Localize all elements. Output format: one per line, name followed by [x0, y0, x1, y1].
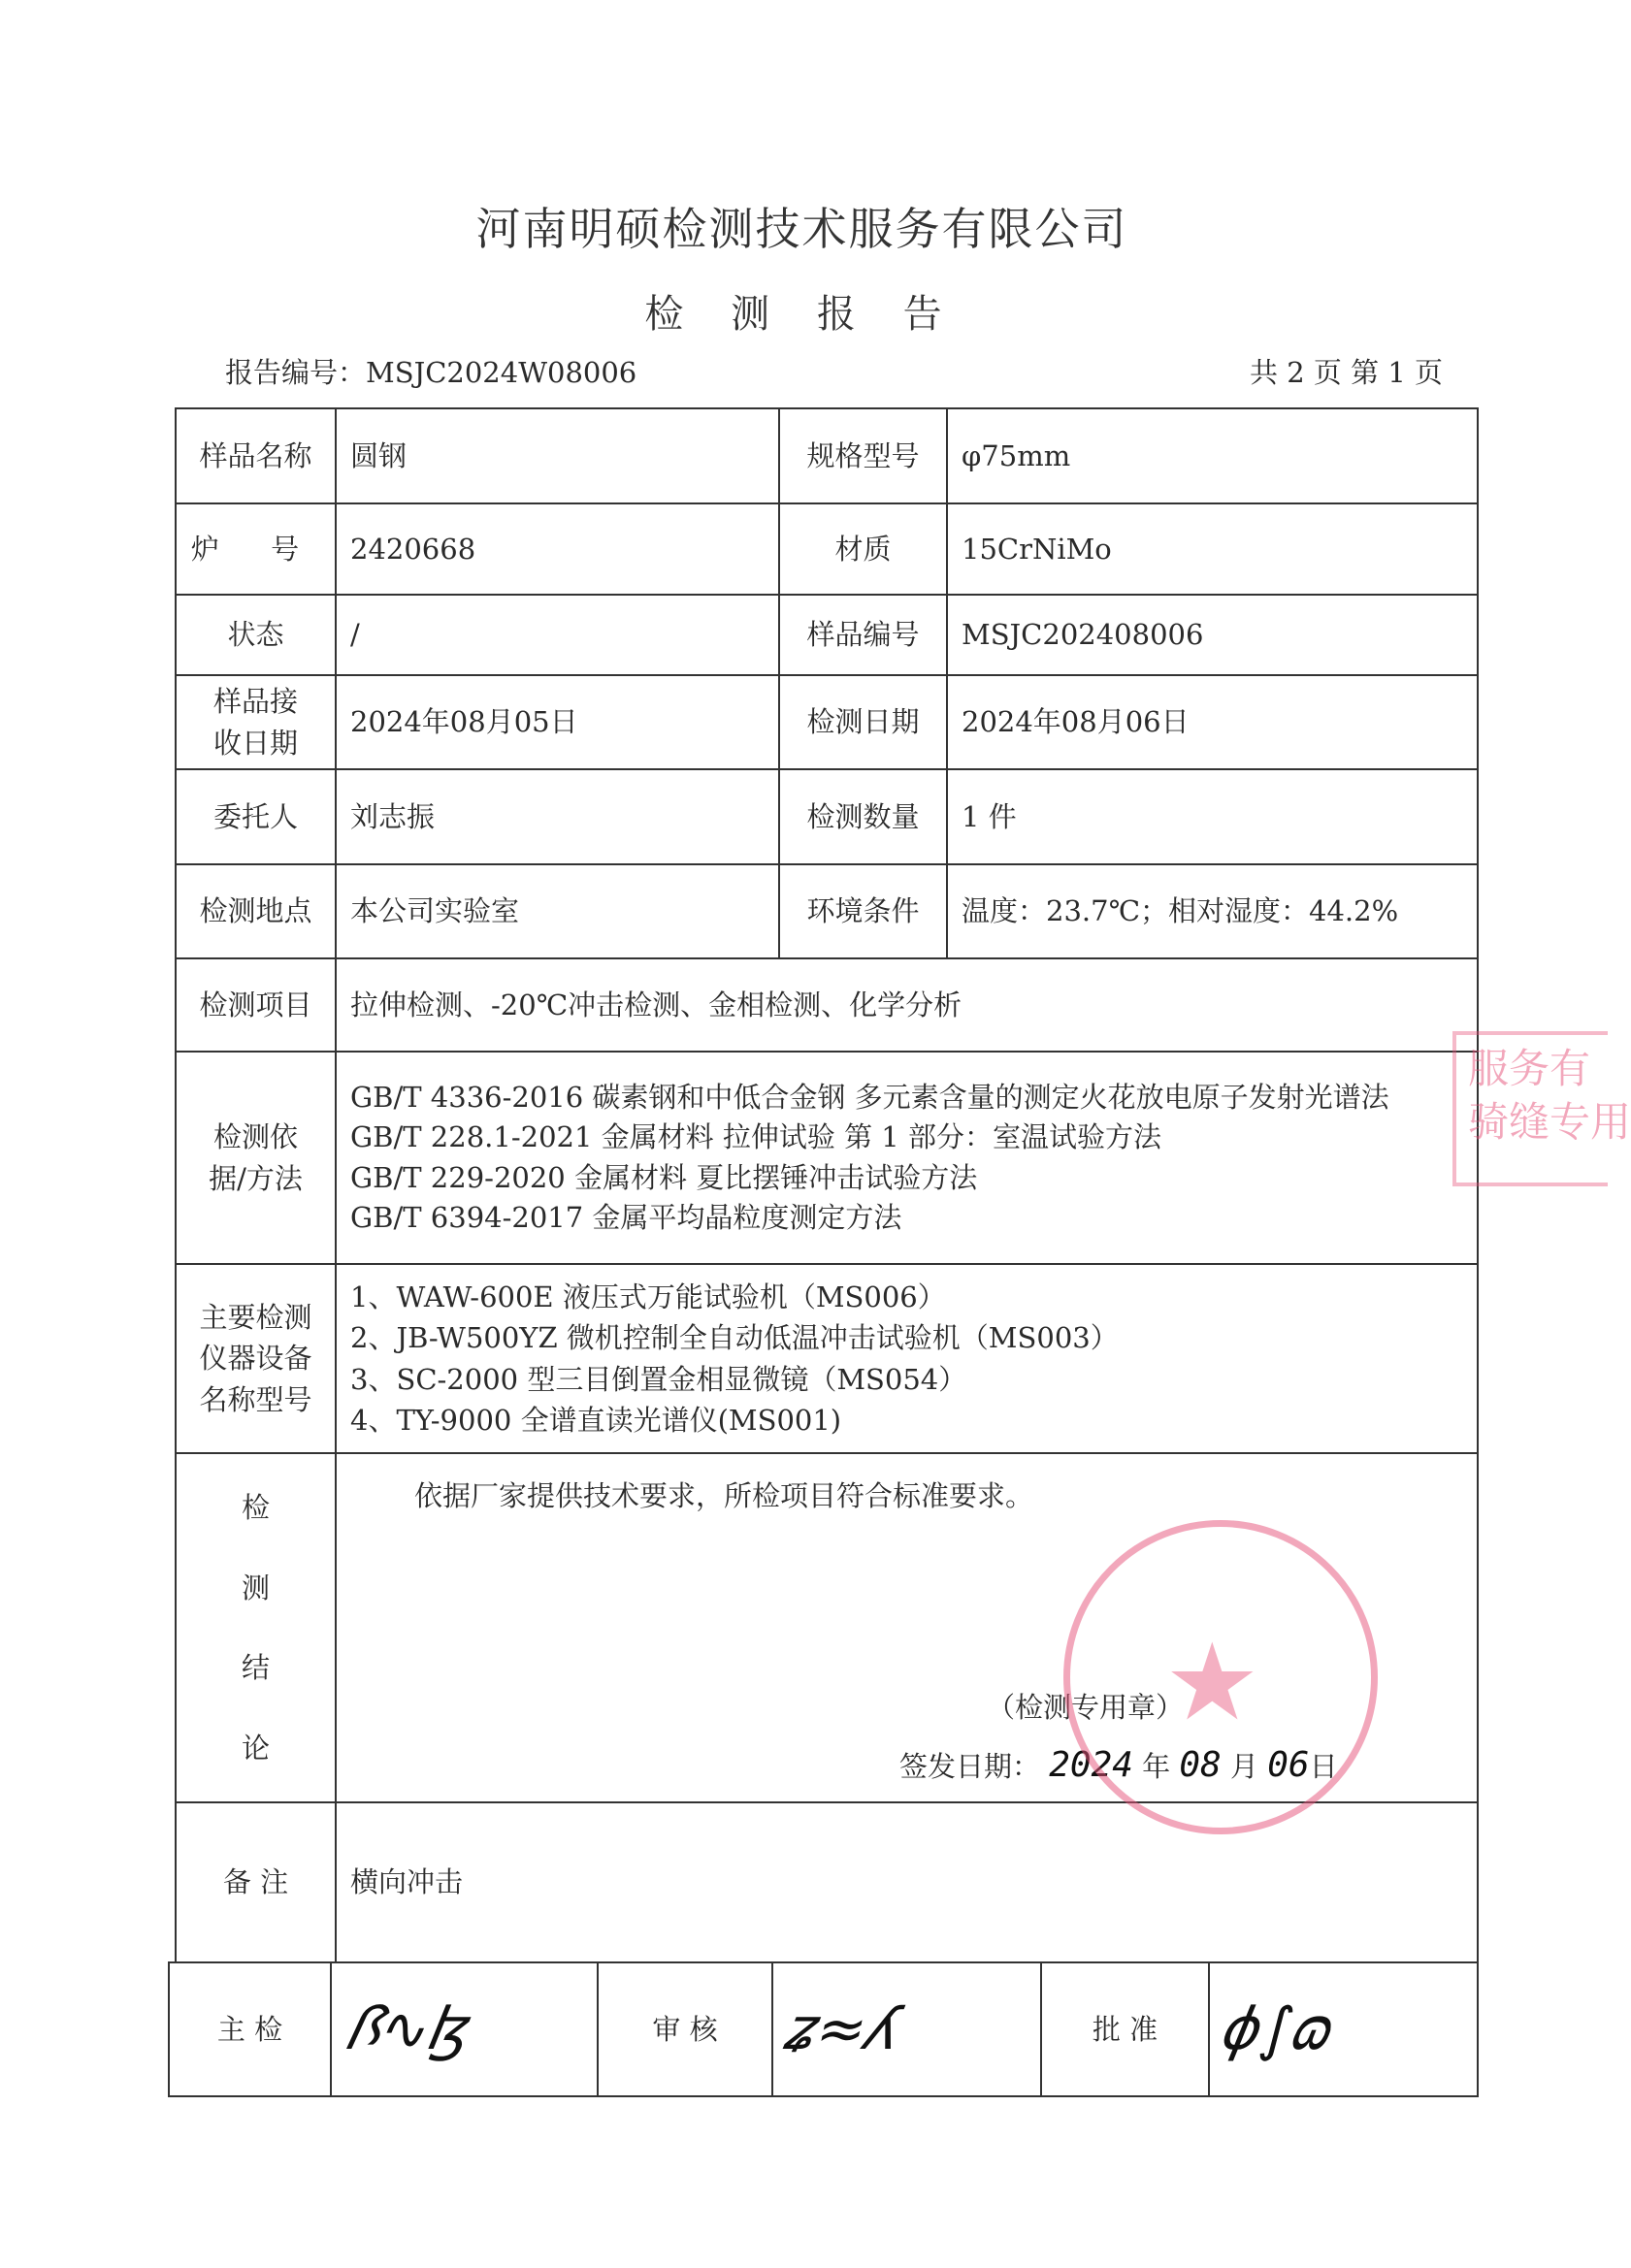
issue-date [899, 1740, 1338, 1791]
day-unit: 日 [1309, 1750, 1338, 1783]
equipment-item: 1、WAW-600E 液压式万能试验机（MS006） [350, 1280, 946, 1314]
receive-date-value: 2024年08月05日 [336, 675, 779, 769]
approver-label: 批 准 [1041, 1962, 1209, 2096]
report-number-value: MSJC2024W08006 [366, 356, 637, 389]
issue-month: 08 [1179, 1745, 1222, 1785]
remarks-value: 横向冲击 [336, 1802, 1478, 1962]
reviewer-signature [772, 1962, 1041, 2096]
receive-date-label: 样品接收日期 [176, 675, 336, 769]
table-row [176, 595, 1478, 675]
basis-label: 检测依据/方法 [176, 1052, 336, 1264]
basis-list [336, 1052, 1478, 1264]
spec-value: φ75mm [947, 408, 1478, 503]
client-label: 委托人 [176, 769, 336, 864]
page-indicator: 共 2 页 第 1 页 [1250, 356, 1443, 389]
material-value: 15CrNiMo [947, 503, 1478, 595]
star-icon: ★ [1164, 1620, 1260, 1744]
quantity-value: 1 件 [947, 769, 1478, 864]
issue-day: 06 [1267, 1745, 1310, 1785]
equipment-item: 3、SC-2000 型三目倒置金相显微镜（MS054） [350, 1362, 967, 1396]
equipment-item: 2、JB-W500YZ 微机控制全自动低温冲击试验机（MS003） [350, 1321, 1119, 1355]
signature-scribble: ɸ∫ɷ [1216, 1994, 1343, 2063]
table-row [176, 675, 1478, 769]
heat-no-label: 炉 号 [176, 503, 336, 595]
test-date-value: 2024年08月06日 [947, 675, 1478, 769]
state-label: 状态 [176, 595, 336, 675]
location-label: 检测地点 [176, 864, 336, 958]
report-table [175, 407, 1479, 1963]
conclusion-label [176, 1453, 336, 1802]
table-row [176, 769, 1478, 864]
client-value: 刘志振 [336, 769, 779, 864]
equipment-item: 4、TY-9000 全谱直读光谱仪(MS001) [350, 1403, 842, 1437]
report-number-label: 报告编号： [225, 356, 367, 389]
spec-label: 规格型号 [779, 408, 947, 503]
issue-year: 2024 [1049, 1745, 1133, 1785]
conclusion-label-char: 结 [241, 1651, 270, 1685]
items-value: 拉伸检测、-20℃冲击检测、金相检测、化学分析 [336, 958, 1478, 1052]
environment-value: 温度：23.7℃；相对湿度：44.2% [947, 864, 1478, 958]
signature-row [169, 1962, 1478, 2096]
sample-no-value: MSJC202408006 [947, 595, 1478, 675]
table-row [176, 958, 1478, 1052]
reviewer-label: 审 核 [598, 1962, 772, 2096]
state-value: / [336, 595, 779, 675]
table-row [176, 503, 1478, 595]
equipment-label: 主要检测仪器设备名称型号 [176, 1264, 336, 1453]
basis-item: GB/T 6394-2017 金属平均晶粒度测定方法 [350, 1200, 902, 1234]
quantity-label: 检测数量 [779, 769, 947, 864]
company-name: 河南明硕检测技术服务有限公司 [475, 203, 1128, 255]
basis-item: GB/T 229-2020 金属材料 夏比摆锤冲击试验方法 [350, 1160, 978, 1194]
table-row [176, 408, 1478, 503]
report-title: 检 测 报 告 [644, 292, 960, 337]
inspector-label: 主 检 [169, 1962, 331, 2096]
conclusion-label-char: 检 [241, 1491, 270, 1525]
basis-item: GB/T 4336-2016 碳素钢和中低合金钢 多元素含量的测定火花放电原子发射光谱法 [350, 1081, 1389, 1115]
table-row [176, 1802, 1478, 1962]
environment-label: 环境条件 [779, 864, 947, 958]
items-label: 检测项目 [176, 958, 336, 1052]
sample-no-label: 样品编号 [779, 595, 947, 675]
report-number [225, 351, 636, 391]
conclusion-label-char: 论 [241, 1731, 270, 1765]
signature-scribble: ʑ≈ʎ [779, 1994, 908, 2063]
year-unit: 年 [1142, 1750, 1171, 1783]
basis-item: GB/T 228.1-2021 金属材料 拉伸试验 第 1 部分：室温试验方法 [350, 1120, 1161, 1154]
inspector-signature [331, 1962, 598, 2096]
approver-signature [1209, 1962, 1478, 2096]
signature-table [168, 1961, 1479, 2097]
signature-scribble: ꟗ∿ɮ [338, 1994, 478, 2063]
sample-name-value: 圆钢 [336, 408, 779, 503]
heat-no-value: 2420668 [336, 503, 779, 595]
table-row [176, 1264, 1478, 1453]
conclusion-cell [336, 1453, 1478, 1802]
material-label: 材质 [779, 503, 947, 595]
issue-date-label: 签发日期： [899, 1750, 1041, 1783]
location-value: 本公司实验室 [336, 864, 779, 958]
table-row [176, 1052, 1478, 1264]
test-date-label: 检测日期 [779, 675, 947, 769]
table-row [176, 864, 1478, 958]
equipment-list [336, 1264, 1478, 1453]
remarks-label: 备 注 [176, 1802, 336, 1962]
seam-stamp: 服务有 骑缝专用 [1452, 1031, 1608, 1186]
month-unit: 月 [1229, 1750, 1258, 1783]
conclusion-label-char: 测 [241, 1571, 270, 1604]
sample-name-label: 样品名称 [176, 408, 336, 503]
table-row [176, 1453, 1478, 1802]
conclusion-text: 依据厂家提供技术要求，所检项目符合标准要求。 [414, 1479, 1034, 1512]
seal-label: （检测专用章） [987, 1691, 1185, 1724]
